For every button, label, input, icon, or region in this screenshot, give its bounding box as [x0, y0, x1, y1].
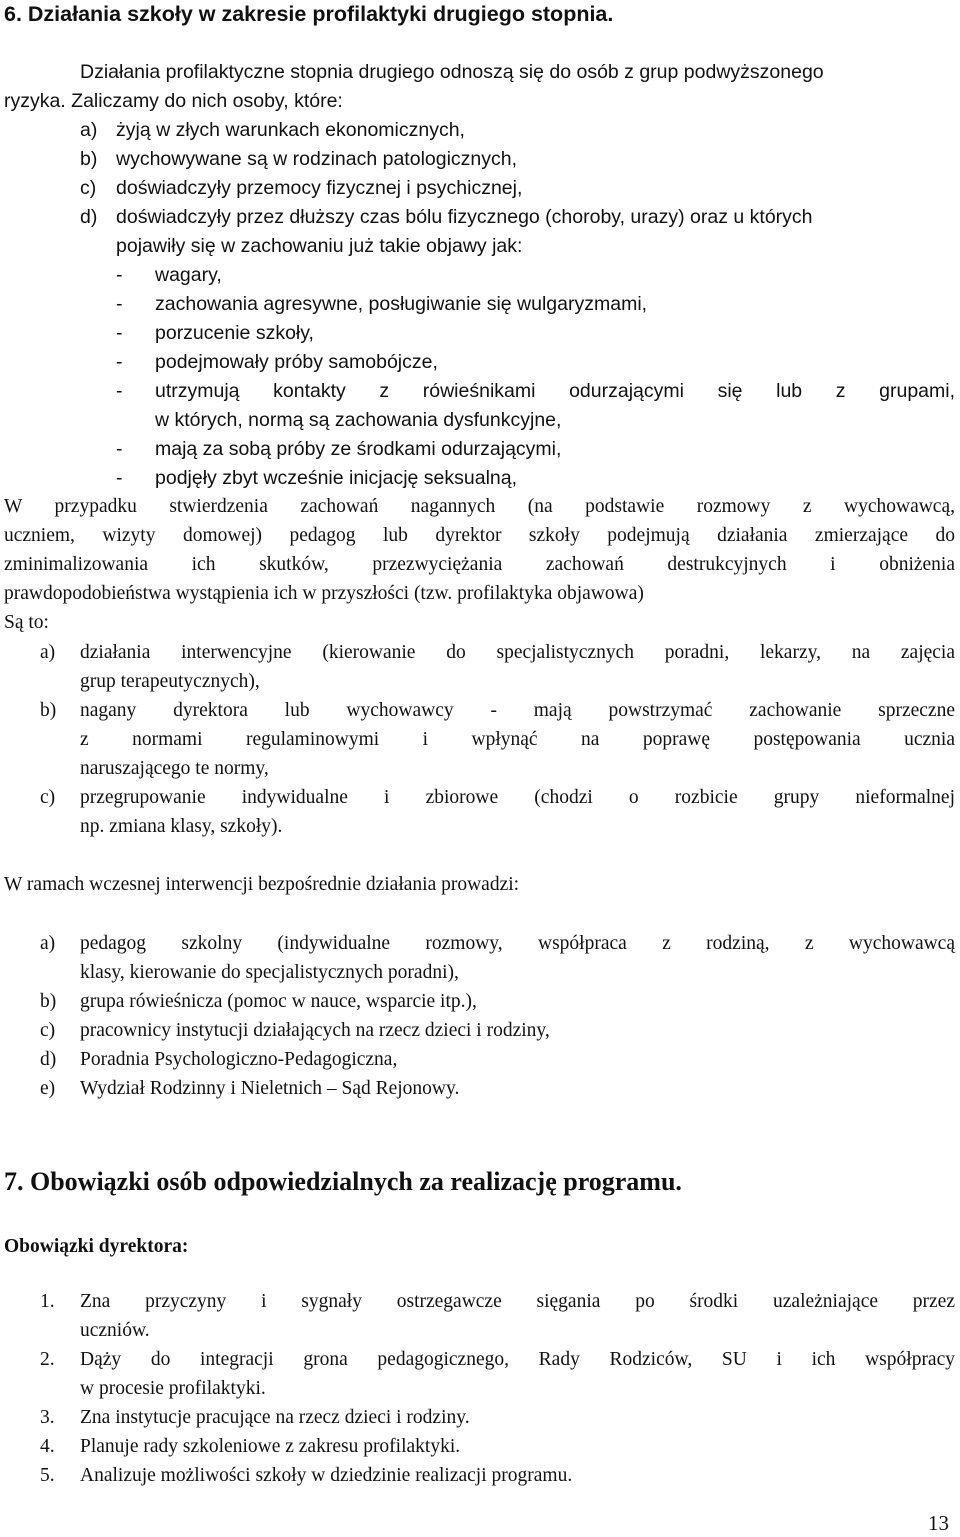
list-item-line: klasy, kierowanie do specjalistycznych poradni),: [80, 962, 459, 983]
list-marker: 1.: [40, 1291, 55, 1312]
list-item-line: zachowania agresywne, posługiwanie się wulgaryzmami,: [155, 293, 648, 315]
list-item-line: uczniów.: [80, 1320, 150, 1341]
list-marker: b): [40, 991, 57, 1012]
list-item-line: wychowywane są w rodzinach patologicznych,: [116, 148, 518, 170]
sa-to-label: Są to:: [4, 612, 49, 633]
list-marker: -: [116, 293, 123, 315]
section-heading: 7. Obowiązki osób odpowiedzialnych za realizację programu.: [4, 1167, 682, 1196]
list-item-line: przegrupowanie indywidualne i zbiorowe (chodzi o rozbicie grupy nieformalnej: [80, 787, 955, 808]
paragraph-line: uczniem, wizyty domowej) pedagog lub dyrektor szkoły podejmują działania zmierzające do: [4, 525, 955, 546]
list-marker: -: [116, 467, 123, 489]
list-marker: e): [40, 1078, 56, 1099]
list-item-line: Analizuje możliwości szkoły w dziedzinie realizacji programu.: [80, 1465, 573, 1486]
list-item-line: w których, normą są zachowania dysfunkcyjne,: [155, 409, 562, 431]
early-intervention-intro: W ramach wczesnej interwencji bezpośrednie działania prowadzi:: [4, 874, 520, 895]
list-item-line: pojawiły się w zachowaniu już takie objawy jak:: [116, 235, 523, 257]
list-item-line: pracownicy instytucji działających na rzecz dzieci i rodziny,: [80, 1020, 550, 1041]
list-marker: -: [116, 351, 123, 373]
list-item-line: podjęły zbyt wcześnie inicjację seksualną,: [155, 467, 518, 489]
list-marker: c): [40, 1020, 56, 1041]
list-marker: a): [40, 933, 56, 954]
intro-line: Działania profilaktyczne stopnia drugiego odnoszą się do osób z grup podwyższonego: [80, 61, 824, 83]
list-item-line: grupa rówieśnicza (pomoc w nauce, wsparcie itp.),: [80, 991, 477, 1012]
list-item-line: Dąży do integracji grona pedagogicznego, Rady Rodziców, SU i ich współpracy: [80, 1349, 955, 1370]
intro-line: ryzyka. Zaliczamy do nich osoby, które:: [4, 90, 343, 112]
list-marker: b): [40, 700, 57, 721]
list-marker: -: [116, 264, 123, 286]
list-marker: 5.: [40, 1465, 55, 1486]
paragraph-line: prawdopodobieństwa wystąpienia ich w przyszłości (tzw. profilaktyka objawowa): [4, 583, 644, 604]
list-item-line: porzucenie szkoły,: [155, 322, 314, 344]
paragraph-line: zminimalizowania ich skutków, przezwyciężania zachowań destrukcyjnych i obniżenia: [4, 554, 955, 575]
list-marker: b): [80, 148, 98, 170]
paragraph-line: W przypadku stwierdzenia zachowań nagannych (na podstawie rozmowy z wychowawcą,: [4, 496, 955, 517]
page-number: 13: [928, 1511, 949, 1535]
list-marker: -: [116, 380, 123, 402]
list-marker: -: [116, 322, 123, 344]
list-item-line: żyją w złych warunkach ekonomicznych,: [116, 119, 465, 141]
list-item-line: nagany dyrektora lub wychowawcy - mają powstrzymać zachowanie sprzeczne: [80, 700, 955, 721]
list-item-line: doświadczyły przez dłuższy czas bólu fizycznego (choroby, urazy) oraz u których: [116, 206, 813, 228]
list-marker: 2.: [40, 1349, 55, 1370]
section-heading: 6. Działania szkoły w zakresie profilaktyki drugiego stopnia.: [4, 2, 614, 26]
list-item-line: pedagog szkolny (indywidualne rozmowy, współpraca z rodziną, z wychowawcą: [80, 933, 955, 954]
list-item-line: z normami regulaminowymi i wpłynąć na poprawę postępowania ucznia: [80, 729, 955, 750]
list-marker: a): [40, 642, 56, 663]
list-marker: d): [40, 1049, 57, 1070]
list-marker: a): [80, 119, 98, 141]
list-marker: 3.: [40, 1407, 55, 1428]
list-item-line: naruszającego te normy,: [80, 758, 269, 779]
list-item-line: w procesie profilaktyki.: [80, 1378, 266, 1399]
list-item-line: np. zmiana klasy, szkoły).: [80, 816, 283, 837]
list-item-line: Zna instytucje pracujące na rzecz dzieci i rodziny.: [80, 1407, 470, 1428]
list-item-line: mają za sobą próby ze środkami odurzającymi,: [155, 438, 562, 460]
list-item-line: Planuje rady szkoleniowe z zakresu profilaktyki.: [80, 1436, 461, 1457]
list-item-line: działania interwencyjne (kierowanie do specjalistycznych poradni, lekarzy, na zajęcia: [80, 642, 955, 663]
list-item-line: grup terapeutycznych),: [80, 671, 260, 692]
list-marker: d): [80, 206, 98, 228]
list-item-line: wagary,: [155, 264, 222, 286]
subheading: Obowiązki dyrektora:: [4, 1236, 189, 1257]
list-marker: -: [116, 438, 123, 460]
list-item-line: Zna przyczyny i sygnały ostrzegawcze sięgania po środki uzależniające przez: [80, 1291, 955, 1312]
list-marker: c): [40, 787, 56, 808]
list-item-line: utrzymują kontakty z rówieśnikami odurzającymi się lub z grupami,: [155, 380, 955, 402]
list-item-line: Wydział Rodzinny i Nieletnich – Sąd Rejonowy.: [80, 1078, 460, 1099]
list-item-line: Poradnia Psychologiczno-Pedagogiczna,: [80, 1049, 398, 1070]
list-marker: 4.: [40, 1436, 55, 1457]
list-item-line: doświadczyły przemocy fizycznej i psychicznej,: [116, 177, 523, 199]
list-item-line: podejmowały próby samobójcze,: [155, 351, 438, 373]
list-marker: c): [80, 177, 97, 199]
